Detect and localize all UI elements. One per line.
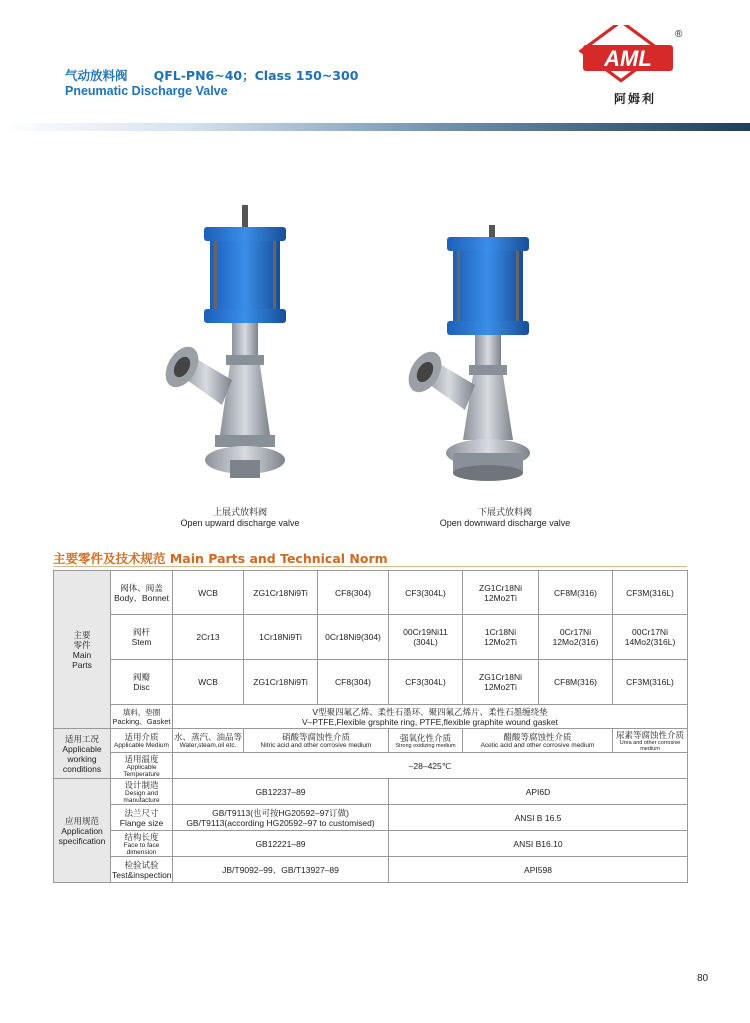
test-value-api: API598 (389, 857, 688, 883)
page-title-en: Pneumatic Discharge Valve (65, 84, 228, 98)
design-label (111, 779, 173, 805)
face-label-cn: 结构长度 (124, 831, 159, 842)
medium-cell-en: Nitric acid and other corrosive medium (260, 742, 372, 749)
logo-name-cn: 阿姆利 (613, 92, 656, 106)
main-parts-group-label: 主要 零件 Main Parts (54, 571, 111, 729)
temperature-label-en: Applicable Temperature (123, 763, 160, 778)
disc-cell: ZG1Cr18Ni9Ti (244, 660, 318, 705)
medium-label (111, 729, 173, 753)
design-value-api: API6D (389, 779, 688, 805)
medium-cell-cn: 硝酸等腐蚀性介质 (281, 732, 350, 742)
test-value-jb: JB/T9092–99、GB/T13927–89 (173, 857, 389, 883)
design-label-cn: 设计制造 (124, 779, 159, 790)
disc-cell: CF8(304) (318, 660, 389, 705)
medium-cell-en: Water,steam,oil etc. (179, 742, 237, 749)
stem-label: 阀杆 Stem (111, 615, 173, 660)
caption-downward-cn: 下展式放料阀 (477, 507, 532, 517)
stem-cell: 1Cr18Ni 12Mo2Ti (463, 615, 539, 660)
packing-value-cn: V型聚四氟乙烯、柔性石墨环、聚四氟乙烯片、柔性石墨缠绕垫 (312, 706, 548, 717)
stem-cell: 0Cr17Ni 12Mo2(316) (539, 615, 613, 660)
body-cell: ZG1Cr18Ni 12Mo2Ti (463, 571, 539, 615)
figure-caption-downward (405, 507, 605, 529)
medium-cell-en: Urea and other corrosive medium (619, 739, 681, 752)
application-spec-group-label: 应用规范 Application specification (54, 779, 111, 883)
body-cell: CF3(304L) (389, 571, 463, 615)
working-conditions-group-label: 适用工况 Applicable working conditions (54, 729, 111, 779)
body-cell: CF3M(316L) (613, 571, 688, 615)
face-value-ansi: ANSI B16.10 (389, 831, 688, 857)
section-title: 主要零件及技术规范 Main Parts and Technical Norm (53, 551, 388, 566)
figure-caption-upward (150, 507, 330, 529)
stem-cell: 1Cr18Ni9Ti (244, 615, 318, 660)
body-cell: ZG1Cr18Ni9Ti (244, 571, 318, 615)
disc-cell: ZG1Cr18Ni 12Mo2Ti (463, 660, 539, 705)
medium-cell-en: Strong oxidizing medium (395, 742, 456, 749)
flange-label (111, 805, 173, 831)
packing-value-en: V–PTFE,Flexible grsphite ring, PTFE,flexible graphite wound gasket (301, 716, 559, 727)
medium-cell (389, 729, 463, 753)
disc-cell: WCB (173, 660, 244, 705)
section-divider (53, 566, 687, 567)
table-row-body (54, 571, 688, 615)
table-row-stem (54, 615, 688, 660)
body-cell: CF8M(316) (539, 571, 613, 615)
page-title-cn: 气动放料阀 QFL-PN6~40；Class 150~300 (65, 68, 359, 83)
test-label-en: Test&inspection (112, 869, 172, 880)
table-row-packing (54, 705, 688, 729)
downward-discharge-valve-image (405, 225, 565, 495)
medium-cell (613, 729, 688, 753)
face-label (111, 831, 173, 857)
page-number: 80 (697, 973, 709, 984)
medium-cell-cn: 醋酸等腐蚀性介质 (503, 732, 572, 742)
medium-cell-en: Acetic acid and other corrosive medium (480, 742, 595, 749)
disc-label: 阀瓣 Disc (111, 660, 173, 705)
stem-cell: 2Cr13 (173, 615, 244, 660)
packing-label: 填料、垫圈 Packing、Gasket (111, 705, 173, 729)
body-cell: WCB (173, 571, 244, 615)
header-gradient-bar (0, 123, 750, 131)
registered-mark: ® (675, 29, 683, 40)
caption-upward-cn: 上展式放料阀 (212, 507, 267, 517)
disc-cell: CF3M(316L) (613, 660, 688, 705)
stem-cell: 00Cr19Ni11 (304L) (389, 615, 463, 660)
caption-downward-en: Open downward discharge valve (439, 518, 571, 528)
medium-cell (173, 729, 244, 753)
logo-text: AML (604, 46, 652, 71)
flange-label-cn: 法兰尺寸 (124, 807, 159, 818)
medium-cell-cn: 尿素等腐蚀性介质 (615, 729, 684, 740)
body-label: 阀体、阀盖 Body、Bonnet (111, 571, 173, 615)
table-row-design (54, 779, 688, 805)
face-value-gb: GB12221–89 (173, 831, 389, 857)
table-row-face (54, 831, 688, 857)
test-label-cn: 检验试验 (124, 859, 159, 870)
medium-cell-cn: 水、蒸汽、油品等 (174, 732, 243, 742)
temperature-label (111, 753, 173, 779)
medium-cell (463, 729, 613, 753)
medium-cell-cn: 强氧化性介质 (399, 732, 451, 743)
table-row-temperature (54, 753, 688, 779)
table-row-medium (54, 729, 688, 753)
table-row-test (54, 857, 688, 883)
packing-value (173, 705, 688, 729)
medium-label-en: Applicable Medium (114, 742, 169, 749)
caption-upward-en: Open upward discharge valve (180, 518, 300, 528)
flange-label-en: Flange size (119, 817, 164, 828)
temperature-value: –28–425℃ (173, 753, 688, 779)
temperature-label-cn: 适用温度 (124, 753, 159, 764)
spec-table (53, 570, 688, 883)
stem-cell: 0Cr18Ni9(304) (318, 615, 389, 660)
flange-value-gb: GB/T9113(也可按HG20592–97订做) GB/T9113(according HG20592–97 to customised) (173, 805, 389, 831)
body-cell: CF8(304) (318, 571, 389, 615)
table-row-flange (54, 805, 688, 831)
design-value-gb: GB12237–89 (173, 779, 389, 805)
face-label-en: Face to face dimension (123, 841, 160, 856)
stem-cell: 00Cr17Ni 14Mo2(316L) (613, 615, 688, 660)
medium-label-cn: 适用介质 (124, 732, 159, 742)
disc-cell: CF3(304L) (389, 660, 463, 705)
disc-cell: CF8M(316) (539, 660, 613, 705)
design-label-en: Design and manufacture (123, 789, 160, 804)
upward-discharge-valve-image (160, 205, 320, 495)
medium-cell (244, 729, 389, 753)
flange-value-ansi: ANSI B 16.5 (389, 805, 688, 831)
test-label (111, 857, 173, 883)
table-row-disc (54, 660, 688, 705)
